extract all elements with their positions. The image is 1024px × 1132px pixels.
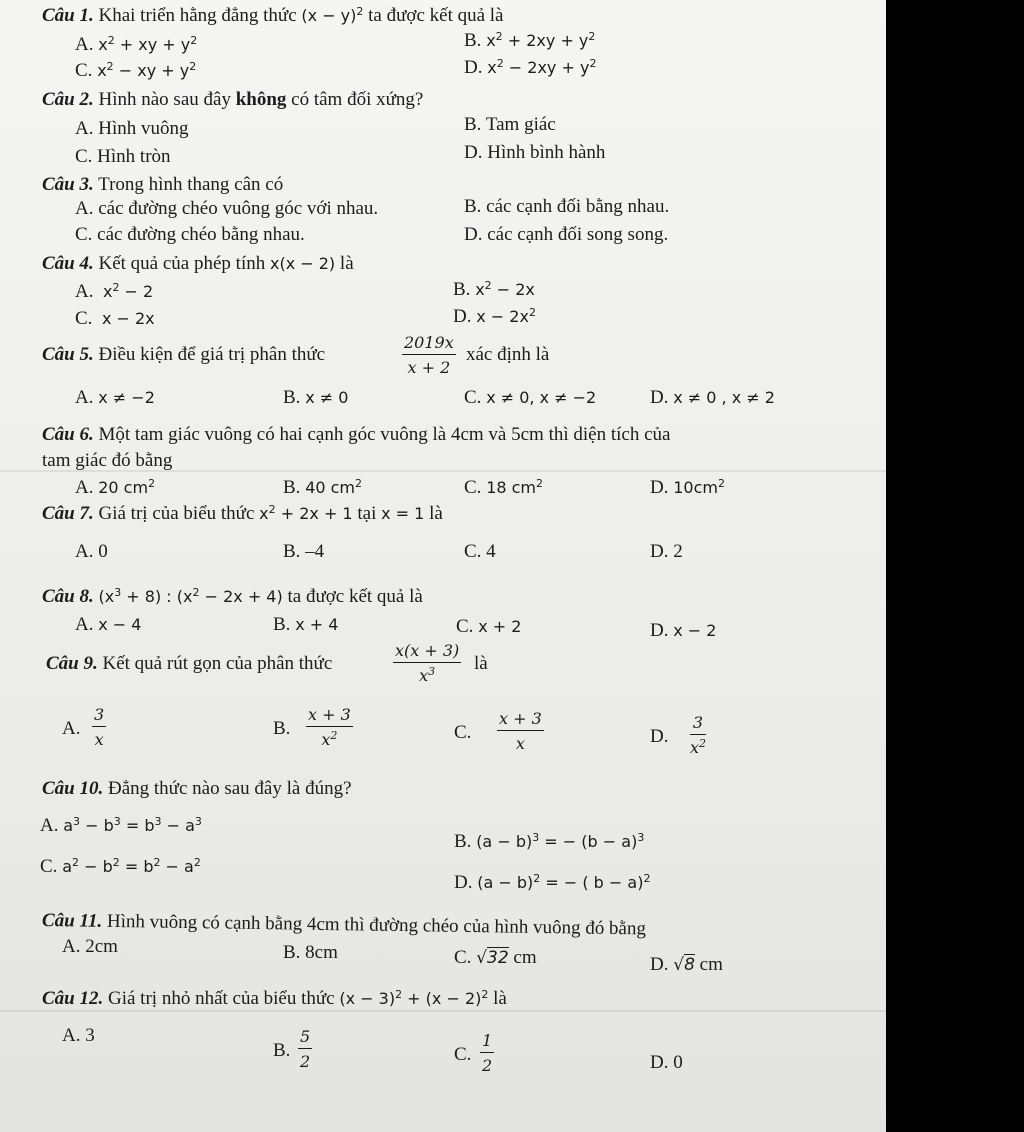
q5-option-b: B. x ≠ 0 xyxy=(283,387,349,408)
q6-option-b: B. 40 $cm^2$ xyxy=(283,477,363,498)
q8-option-c: C. x + 2 xyxy=(456,616,522,637)
q2-option-b: B. Tam giác xyxy=(464,114,556,135)
q1-stem: Câu 1. Khai triển hằng đẳng thức $(x - y)^2$ ta được kết quả là xyxy=(42,5,504,26)
q9-option-c-fraction: $\frac{x + 3}{x}$ xyxy=(499,709,542,753)
q3-option-c: C. các đường chéo bằng nhau. xyxy=(75,224,305,245)
q4-stem: Câu 4. Kết quả của phép tính x(x − 2) là xyxy=(42,253,354,274)
q1-option-a: A. $x^2$ + xy + $y^2$ xyxy=(75,34,198,55)
q4-option-a: A. $x^2 - 2$ xyxy=(75,281,154,302)
q11-option-d: D. √8 cm xyxy=(650,954,723,975)
q12-option-c-label: C. xyxy=(454,1044,472,1065)
q9-option-a-label: A. xyxy=(62,718,81,739)
q2-option-a: A. Hình vuông xyxy=(75,118,189,139)
q10-option-b: B. $(a - b)^3$ = − $(b - a)^3$ xyxy=(454,831,645,852)
q3-stem: Câu 3. Trong hình thang cân có xyxy=(42,174,284,195)
paper-crease xyxy=(0,1010,886,1012)
q4-option-c: C. x − 2x xyxy=(75,308,155,329)
q3-option-a: A. các đường chéo vuông góc với nhau. xyxy=(75,198,379,219)
q11-option-b: B. 8cm xyxy=(283,942,338,963)
q8-option-b: B. x + 4 xyxy=(273,614,339,635)
q6-option-a: A. 20 $cm^2$ xyxy=(75,477,156,498)
q5-option-a: A. x ≠ −2 xyxy=(75,387,155,408)
q6-option-d: D. $10cm^2$ xyxy=(650,477,725,498)
q9-fraction: $\frac{x(x + 3)}{x^3}$ xyxy=(395,641,460,685)
q10-option-c: C. $a^2 - b^2 = b^2 - a^2$ xyxy=(40,856,201,877)
q12-option-b-fraction: $\frac{5}{2}$ xyxy=(300,1027,311,1071)
q12-stem: Câu 12. Giá trị nhỏ nhất của biểu thức $(x - 3)^2 + (x - 2)^2$ là xyxy=(42,988,507,1009)
q2-option-c: C. Hình tròn xyxy=(75,146,171,167)
q11-option-c: C. √32 cm xyxy=(454,947,537,968)
q7-stem: Câu 7. Giá trị của biểu thức $x^2 + 2x + 1$ tại x = 1 là xyxy=(42,503,443,524)
q5-option-d: D. x ≠ 0 , x ≠ 2 xyxy=(650,387,775,408)
q4-option-b: B. $x^2 - 2x$ xyxy=(453,279,535,300)
q10-stem: Câu 10. Đẳng thức nào sau đây là đúng? xyxy=(42,778,352,799)
q10-option-a: A. $a^3 - b^3 = b^3 - a^3$ xyxy=(40,815,202,836)
q8-option-d: D. x − 2 xyxy=(650,620,717,641)
q6-stem: Câu 6. Một tam giác vuông có hai cạnh góc vuông là 4cm và 5cm thì diện tích của xyxy=(42,424,671,445)
q3-option-d: D. các cạnh đối song song. xyxy=(464,224,669,245)
q9-option-d-label: D. xyxy=(650,726,669,747)
q8-option-a: A. x − 4 xyxy=(75,614,142,635)
q5-fraction: $\frac{2019x}{x + 2}$ xyxy=(404,333,454,377)
q7-option-d: D. 2 xyxy=(650,541,683,562)
q12-option-a: A. 3 xyxy=(62,1025,95,1046)
q10-option-d: D. $(a - b)^2$ = − ( b − a)$^2$ xyxy=(454,872,651,893)
q7-option-b: B. –4 xyxy=(283,541,325,562)
q7-option-c: C. 4 xyxy=(464,541,496,562)
q1-option-d: D. $x^2 - 2xy + y^2$ xyxy=(464,57,597,78)
q5-option-c: C. x ≠ 0, x ≠ −2 xyxy=(464,387,597,408)
background-edge xyxy=(886,0,1024,1132)
q1-option-c: C. $x^2$ − xy + $y^2$ xyxy=(75,60,197,81)
q5-stem: Câu 5. Điều kiện để giá trị phân thức xyxy=(42,344,326,365)
q6-option-c: C. 18 $cm^2$ xyxy=(464,477,544,498)
q9-option-c-label: C. xyxy=(454,722,472,743)
q7-option-a: A. 0 xyxy=(75,541,108,562)
q9-tail: là xyxy=(474,653,488,674)
q8-stem: Câu 8. $(x^3 + 8)$ : $(x^2 - 2x + 4)$ ta được kết quả là xyxy=(42,586,423,607)
q11-option-a: A. 2cm xyxy=(62,936,118,957)
q1-option-b: B. $x^2 + 2xy + y^2$ xyxy=(464,30,596,51)
q12-option-c-fraction: $\frac{1}{2}$ xyxy=(482,1031,493,1075)
q9-stem: Câu 9. Kết quả rút gọn của phân thức xyxy=(46,653,333,674)
q2-option-d: D. Hình bình hành xyxy=(464,142,606,163)
q9-option-a-fraction: $\frac{3}{x}$ xyxy=(94,705,105,749)
q11-stem: Câu 11. Hình vuông có cạnh bằng 4cm thì đường chéo của hình vuông đó bằng xyxy=(41,910,647,940)
q4-option-d: D. $x - 2x^2$ xyxy=(453,306,536,327)
q5-tail: xác định là xyxy=(466,344,550,365)
q9-option-b-fraction: $\frac{x + 3}{x^2}$ xyxy=(308,705,351,749)
q2-stem: Câu 2. Hình nào sau đây không có tâm đối xứng? xyxy=(42,89,424,110)
q9-option-d-fraction: $\frac{3}{x^2}$ xyxy=(690,713,707,757)
q6-stem-line2: tam giác đó bằng xyxy=(42,450,173,471)
q9-option-b-label: B. xyxy=(273,718,291,739)
q3-option-b: B. các cạnh đối bằng nhau. xyxy=(464,196,670,217)
q12-option-d: D. 0 xyxy=(650,1052,683,1073)
q12-option-b-label: B. xyxy=(273,1040,291,1061)
